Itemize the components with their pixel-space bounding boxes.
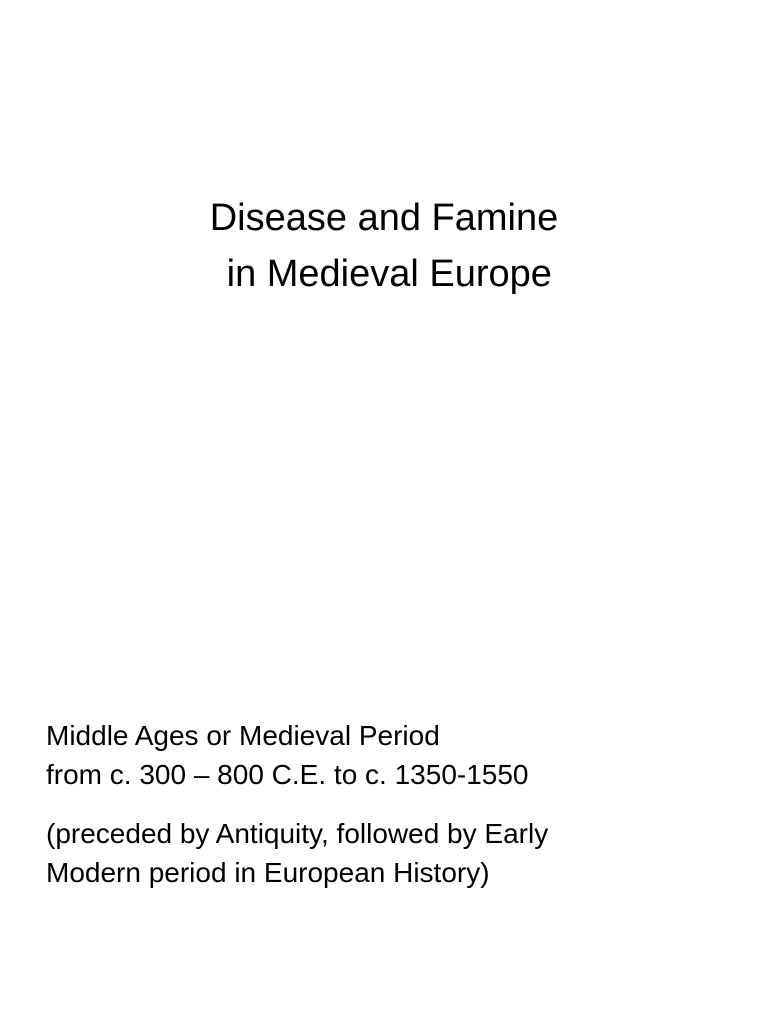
slide-title	[0, 190, 768, 302]
subtitle-line-4: Modern period in European History)	[46, 857, 490, 888]
title-line-1: Disease and Famine	[209, 197, 559, 239]
subtitle-line-3: (preceded by Antiquity, followed by Early	[46, 818, 549, 849]
title-line-2: in Medieval Europe	[216, 253, 552, 295]
slide-subtitle	[46, 716, 746, 892]
subtitle-line-1: Middle Ages or Medieval Period	[46, 720, 440, 751]
subtitle-line-2: from c. 300 – 800 C.E. to c. 1350-1550	[46, 759, 529, 790]
spacer	[46, 794, 746, 814]
